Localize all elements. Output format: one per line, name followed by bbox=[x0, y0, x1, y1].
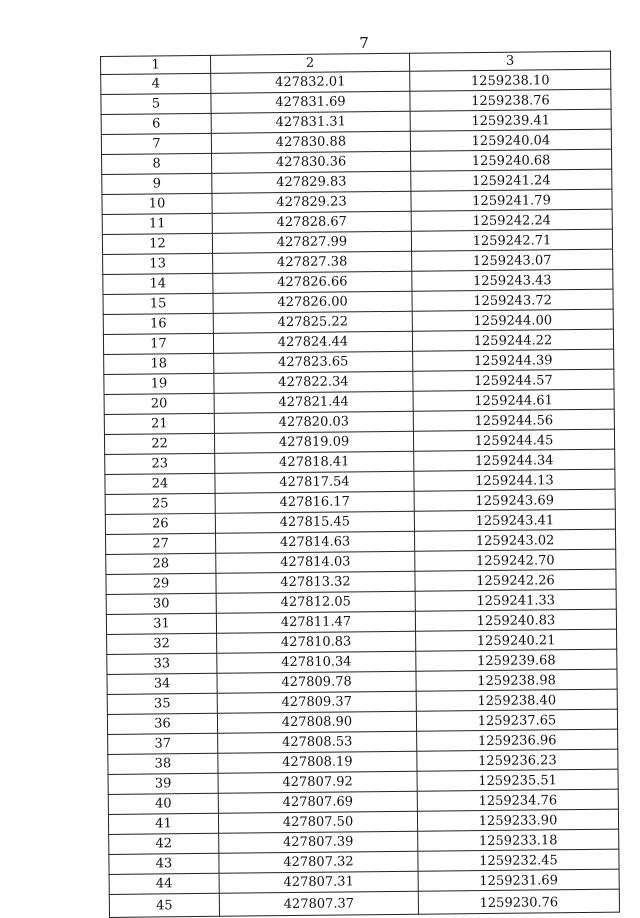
x-coordinate-cell: 427808.53 bbox=[218, 731, 417, 753]
point-number-cell: 38 bbox=[108, 753, 218, 774]
point-number-cell: 19 bbox=[104, 373, 214, 394]
point-number-cell: 39 bbox=[108, 773, 218, 794]
x-coordinate-cell: 427827.38 bbox=[213, 251, 412, 273]
y-coordinate-cell: 1259238.40 bbox=[416, 689, 617, 711]
table-body bbox=[101, 51, 620, 917]
x-coordinate-cell: 427809.78 bbox=[217, 671, 416, 693]
x-coordinate-cell: 427817.54 bbox=[215, 471, 414, 493]
y-coordinate-cell: 1259244.39 bbox=[413, 349, 614, 371]
x-coordinate-cell: 427815.45 bbox=[215, 511, 414, 533]
point-number-cell: 12 bbox=[102, 233, 212, 254]
point-number-cell: 18 bbox=[104, 353, 214, 374]
point-number-cell: 22 bbox=[104, 433, 214, 454]
x-coordinate-cell: 427807.92 bbox=[218, 771, 417, 793]
coordinates-table bbox=[100, 51, 620, 918]
x-coordinate-cell: 427827.99 bbox=[212, 231, 411, 253]
y-coordinate-cell: 1259243.69 bbox=[414, 489, 615, 511]
point-number-cell: 45 bbox=[109, 893, 219, 917]
y-coordinate-cell: 1259241.24 bbox=[411, 169, 612, 191]
y-coordinate-cell: 1259244.13 bbox=[414, 469, 615, 491]
y-coordinate-cell: 1259243.43 bbox=[412, 269, 613, 291]
x-coordinate-cell: 427824.44 bbox=[213, 331, 412, 353]
y-coordinate-cell: 1259242.26 bbox=[415, 569, 616, 591]
y-coordinate-cell: 1259234.76 bbox=[417, 789, 618, 811]
point-number-cell: 16 bbox=[103, 313, 213, 334]
x-coordinate-cell: 427831.31 bbox=[211, 111, 410, 133]
y-coordinate-cell: 1259239.68 bbox=[416, 649, 617, 671]
x-coordinate-cell: 427829.23 bbox=[212, 191, 411, 213]
y-coordinate-cell: 1259238.98 bbox=[416, 669, 617, 691]
point-number-cell: 6 bbox=[101, 113, 211, 134]
x-coordinate-cell: 427825.22 bbox=[213, 311, 412, 333]
y-coordinate-cell: 1259244.61 bbox=[413, 389, 614, 411]
y-coordinate-cell: 1259243.07 bbox=[412, 249, 613, 271]
x-coordinate-cell: 427821.44 bbox=[214, 391, 413, 413]
y-coordinate-cell: 1259232.45 bbox=[418, 849, 619, 871]
point-number-cell: 5 bbox=[101, 93, 211, 114]
y-coordinate-cell: 1259240.04 bbox=[410, 129, 611, 151]
y-coordinate-cell: 1259243.41 bbox=[414, 509, 615, 531]
y-coordinate-cell: 1259241.79 bbox=[411, 189, 612, 211]
x-coordinate-cell: 427807.37 bbox=[219, 891, 418, 916]
x-coordinate-cell: 427831.69 bbox=[211, 91, 410, 113]
x-coordinate-cell: 427809.37 bbox=[217, 691, 416, 713]
point-number-cell: 40 bbox=[108, 793, 218, 814]
point-number-cell: 24 bbox=[105, 473, 215, 494]
y-coordinate-cell: 1259238.76 bbox=[410, 89, 611, 111]
x-coordinate-cell: 427830.36 bbox=[212, 151, 411, 173]
x-coordinate-cell: 427814.03 bbox=[216, 551, 415, 573]
column-header-2: 2 bbox=[210, 53, 409, 73]
point-number-cell: 31 bbox=[106, 613, 216, 634]
point-number-cell: 14 bbox=[103, 273, 213, 294]
x-coordinate-cell: 427830.88 bbox=[211, 131, 410, 153]
x-coordinate-cell: 427810.34 bbox=[217, 651, 416, 673]
point-number-cell: 37 bbox=[108, 733, 218, 754]
x-coordinate-cell: 427816.17 bbox=[215, 491, 414, 513]
y-coordinate-cell: 1259237.65 bbox=[416, 709, 617, 731]
y-coordinate-cell: 1259238.10 bbox=[410, 69, 611, 91]
point-number-cell: 42 bbox=[109, 833, 219, 854]
coordinates-table-container bbox=[100, 51, 619, 918]
x-coordinate-cell: 427819.09 bbox=[214, 431, 413, 453]
y-coordinate-cell: 1259244.34 bbox=[414, 449, 615, 471]
x-coordinate-cell: 427807.32 bbox=[219, 851, 418, 873]
x-coordinate-cell: 427808.90 bbox=[217, 711, 416, 733]
y-coordinate-cell: 1259244.22 bbox=[412, 329, 613, 351]
point-number-cell: 33 bbox=[107, 653, 217, 674]
y-coordinate-cell: 1259243.02 bbox=[414, 529, 615, 551]
y-coordinate-cell: 1259240.68 bbox=[411, 149, 612, 171]
page-number: 7 bbox=[359, 34, 369, 52]
x-coordinate-cell: 427807.39 bbox=[219, 831, 418, 853]
y-coordinate-cell: 1259244.45 bbox=[413, 429, 614, 451]
y-coordinate-cell: 1259241.33 bbox=[415, 589, 616, 611]
point-number-cell: 35 bbox=[107, 693, 217, 714]
y-coordinate-cell: 1259236.96 bbox=[417, 729, 618, 751]
x-coordinate-cell: 427812.05 bbox=[216, 591, 415, 613]
point-number-cell: 32 bbox=[107, 633, 217, 654]
point-number-cell: 10 bbox=[102, 193, 212, 214]
point-number-cell: 30 bbox=[106, 593, 216, 614]
y-coordinate-cell: 1259244.57 bbox=[413, 369, 614, 391]
y-coordinate-cell: 1259233.18 bbox=[418, 829, 619, 851]
x-coordinate-cell: 427828.67 bbox=[212, 211, 411, 233]
y-coordinate-cell: 1259240.21 bbox=[416, 629, 617, 651]
point-number-cell: 11 bbox=[102, 213, 212, 234]
point-number-cell: 7 bbox=[101, 133, 211, 154]
point-number-cell: 44 bbox=[109, 873, 219, 894]
x-coordinate-cell: 427810.83 bbox=[217, 631, 416, 653]
point-number-cell: 34 bbox=[107, 673, 217, 694]
point-number-cell: 20 bbox=[104, 393, 214, 414]
table-row bbox=[109, 889, 619, 917]
point-number-cell: 26 bbox=[105, 513, 215, 534]
point-number-cell: 25 bbox=[105, 493, 215, 514]
point-number-cell: 29 bbox=[106, 573, 216, 594]
y-coordinate-cell: 1259235.51 bbox=[417, 769, 618, 791]
y-coordinate-cell: 1259242.71 bbox=[411, 229, 612, 251]
point-number-cell: 23 bbox=[105, 453, 215, 474]
y-coordinate-cell: 1259244.00 bbox=[412, 309, 613, 331]
x-coordinate-cell: 427822.34 bbox=[214, 371, 413, 393]
y-coordinate-cell: 1259242.24 bbox=[411, 209, 612, 231]
y-coordinate-cell: 1259244.56 bbox=[413, 409, 614, 431]
column-header-1: 1 bbox=[101, 55, 211, 74]
point-number-cell: 15 bbox=[103, 293, 213, 314]
x-coordinate-cell: 427811.47 bbox=[216, 611, 415, 633]
y-coordinate-cell: 1259230.76 bbox=[418, 889, 619, 914]
x-coordinate-cell: 427807.69 bbox=[218, 791, 417, 813]
x-coordinate-cell: 427820.03 bbox=[214, 411, 413, 433]
x-coordinate-cell: 427829.83 bbox=[212, 171, 411, 193]
x-coordinate-cell: 427807.31 bbox=[219, 871, 418, 893]
y-coordinate-cell: 1259242.70 bbox=[415, 549, 616, 571]
point-number-cell: 28 bbox=[106, 553, 216, 574]
y-coordinate-cell: 1259231.69 bbox=[418, 869, 619, 891]
x-coordinate-cell: 427818.41 bbox=[215, 451, 414, 473]
y-coordinate-cell: 1259240.83 bbox=[415, 609, 616, 631]
y-coordinate-cell: 1259239.41 bbox=[410, 109, 611, 131]
y-coordinate-cell: 1259233.90 bbox=[417, 809, 618, 831]
point-number-cell: 21 bbox=[104, 413, 214, 434]
point-number-cell: 9 bbox=[102, 173, 212, 194]
point-number-cell: 36 bbox=[107, 713, 217, 734]
x-coordinate-cell: 427826.00 bbox=[213, 291, 412, 313]
x-coordinate-cell: 427814.63 bbox=[216, 531, 415, 553]
point-number-cell: 8 bbox=[102, 153, 212, 174]
point-number-cell: 17 bbox=[103, 333, 213, 354]
x-coordinate-cell: 427808.19 bbox=[218, 751, 417, 773]
point-number-cell: 4 bbox=[101, 73, 211, 94]
y-coordinate-cell: 1259236.23 bbox=[417, 749, 618, 771]
column-header-3: 3 bbox=[409, 51, 610, 71]
y-coordinate-cell: 1259243.72 bbox=[412, 289, 613, 311]
point-number-cell: 13 bbox=[103, 253, 213, 274]
point-number-cell: 43 bbox=[109, 853, 219, 874]
point-number-cell: 27 bbox=[106, 533, 216, 554]
x-coordinate-cell: 427826.66 bbox=[213, 271, 412, 293]
x-coordinate-cell: 427823.65 bbox=[214, 351, 413, 373]
x-coordinate-cell: 427813.32 bbox=[216, 571, 415, 593]
point-number-cell: 41 bbox=[108, 813, 218, 834]
x-coordinate-cell: 427832.01 bbox=[211, 71, 410, 93]
x-coordinate-cell: 427807.50 bbox=[218, 811, 417, 833]
